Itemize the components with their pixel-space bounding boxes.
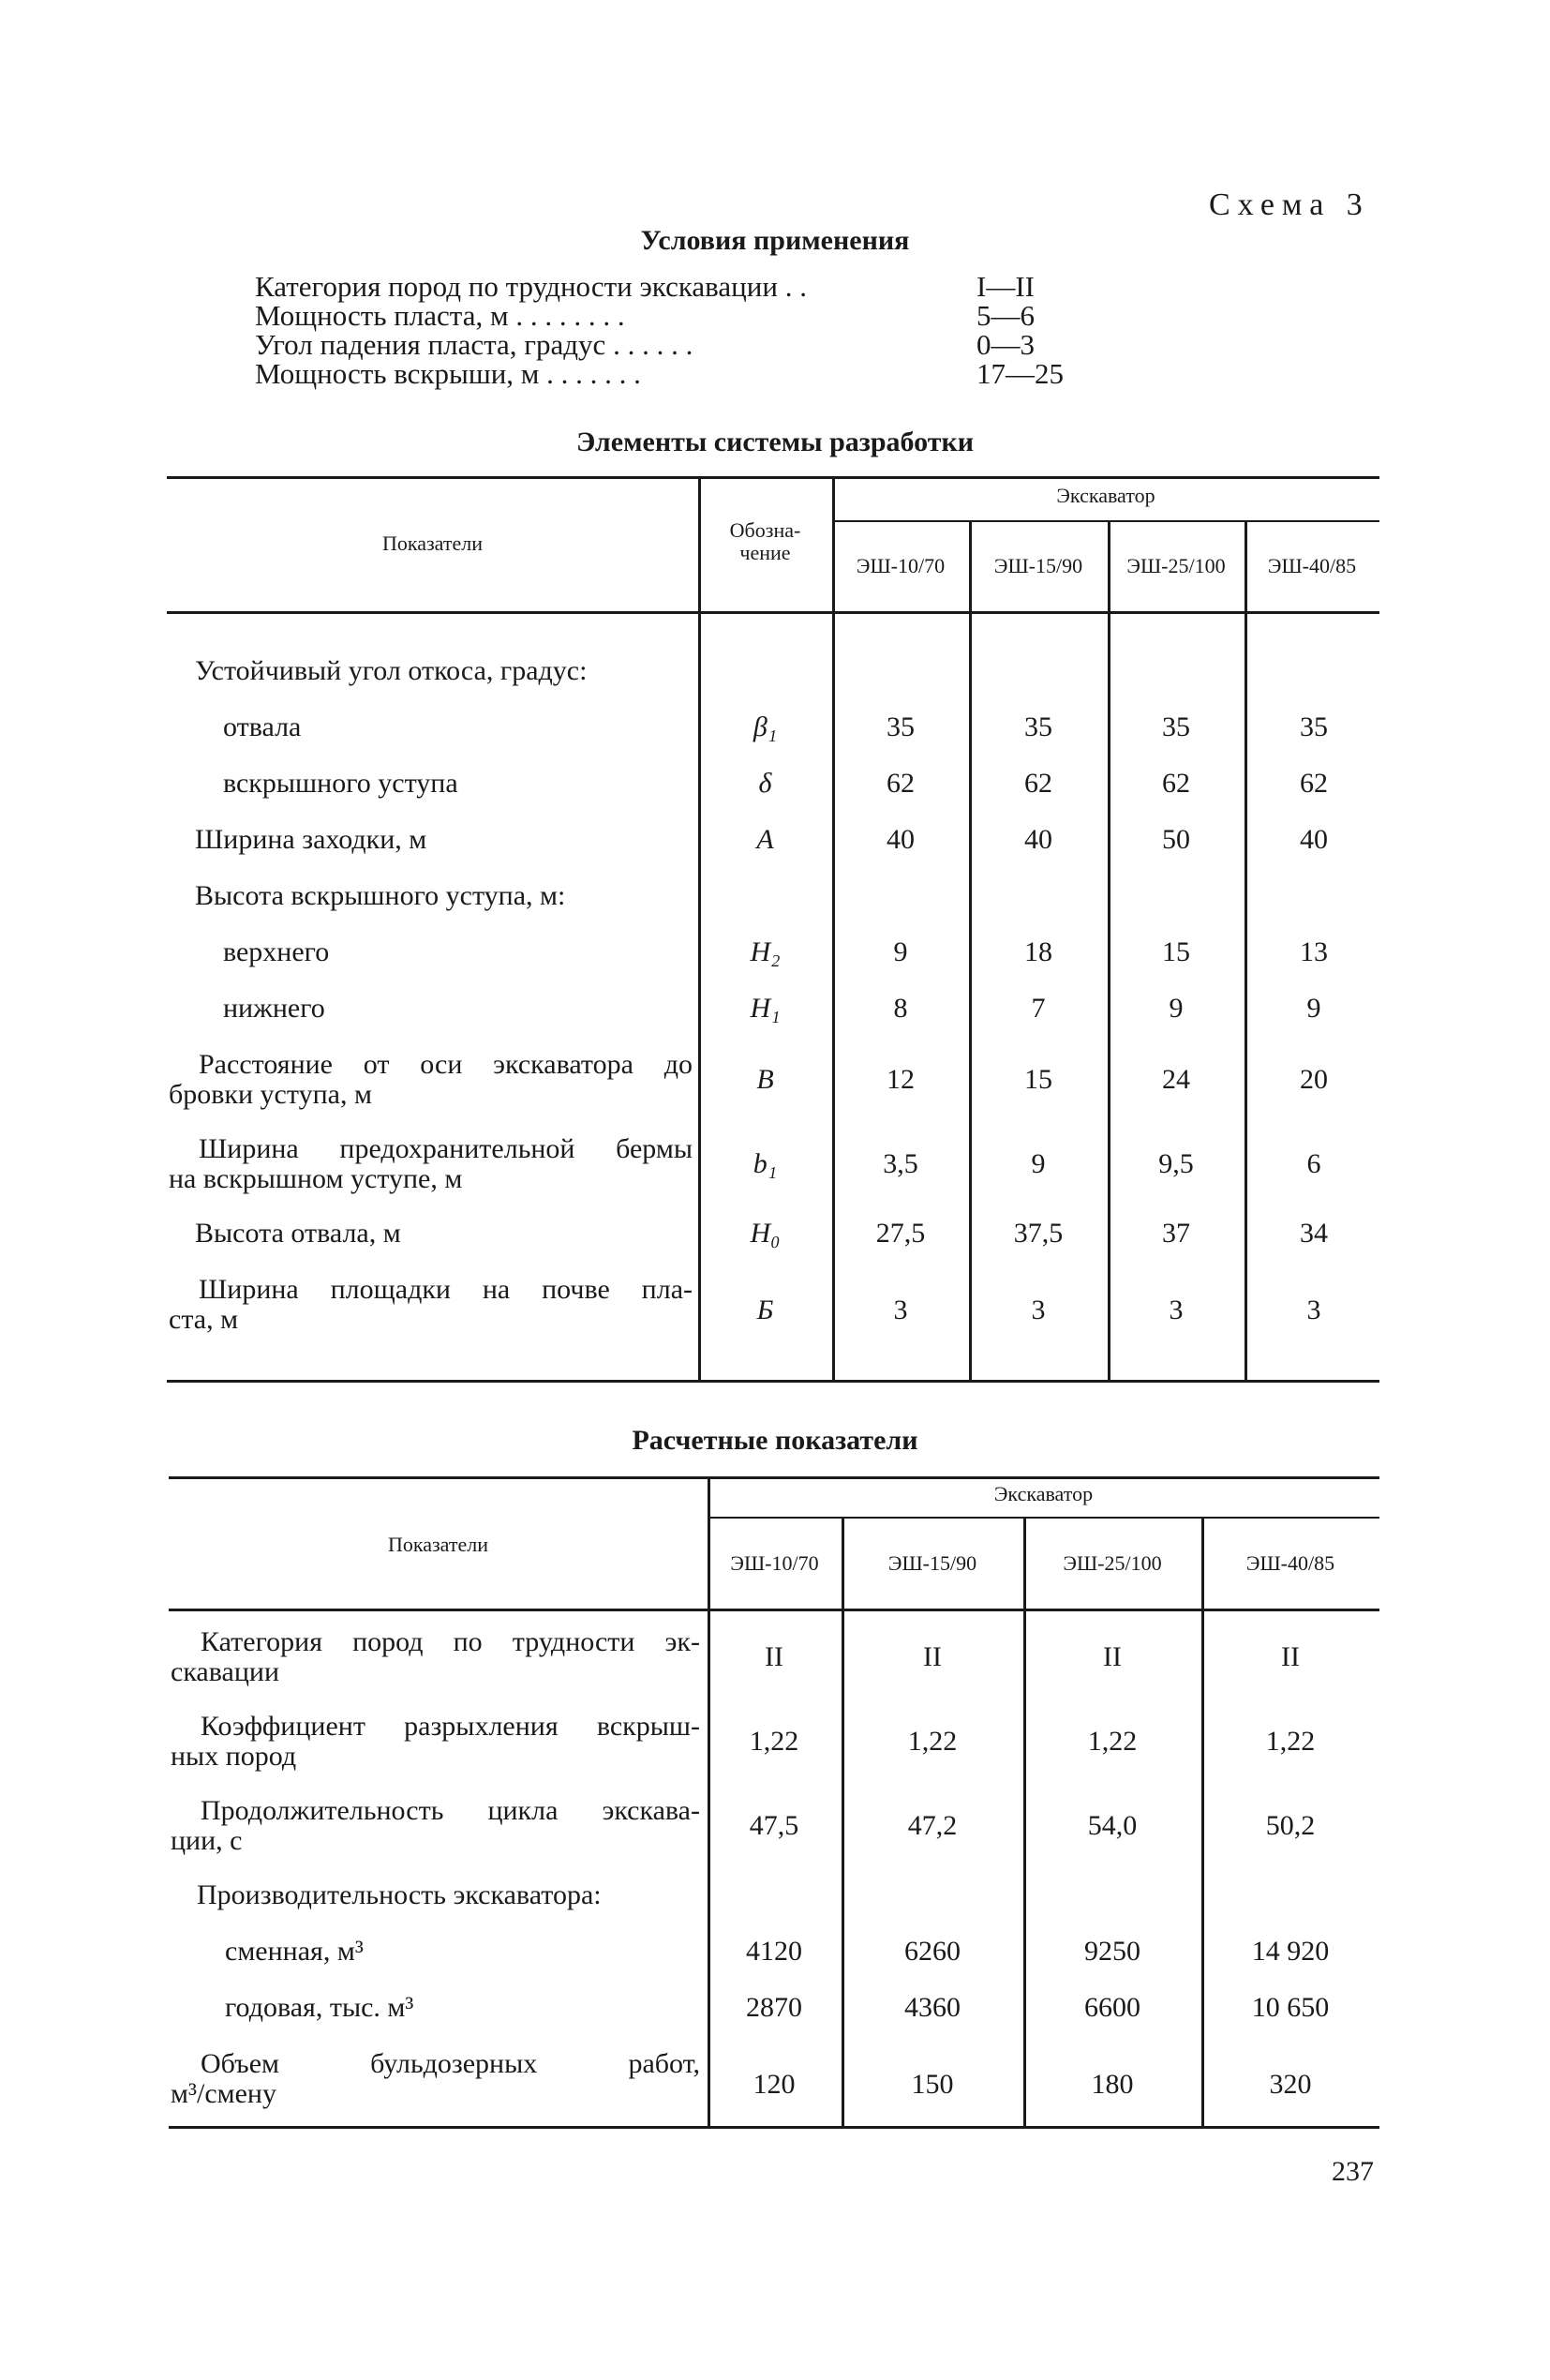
row-label: Устойчивый угол откоса, градус: <box>195 655 588 686</box>
condition-label: Категория пород по трудности экскавации . . <box>255 270 807 303</box>
row-value: 12 <box>887 1064 915 1095</box>
elements-title: Элементы системы разработки <box>575 427 975 457</box>
header-model: ЭШ-10/70 <box>856 554 946 577</box>
row-value: 40 <box>887 824 915 855</box>
row-value: 54,0 <box>1087 1810 1138 1841</box>
row-value: 62 <box>887 768 915 799</box>
header-model: ЭШ-15/90 <box>887 1551 977 1575</box>
row-value: 3 <box>1169 1295 1184 1325</box>
row-value: 9 <box>1031 1148 1046 1179</box>
row-value: 1,22 <box>749 1726 799 1757</box>
row-value: 9 <box>893 936 908 967</box>
row-value: 8 <box>893 993 908 1024</box>
header-rule-bottom <box>169 1609 1379 1611</box>
row-value: 50 <box>1162 824 1190 855</box>
row-value: 15 <box>1024 1064 1052 1095</box>
header-model: ЭШ-40/85 <box>1245 1551 1335 1575</box>
row-label: Высота отвала, м <box>195 1218 401 1249</box>
row-value: 37 <box>1162 1218 1190 1249</box>
header-subrule <box>832 520 1379 522</box>
page-number: 237 <box>1332 2156 1374 2187</box>
row-value: 15 <box>1162 936 1190 967</box>
condition-row <box>255 301 1080 330</box>
condition-row <box>255 330 1080 359</box>
row-value: 27,5 <box>875 1218 926 1249</box>
row-value: 180 <box>1091 2069 1134 2100</box>
row-value: 3 <box>1306 1295 1321 1325</box>
calculated-title: Расчетные показатели <box>632 1425 918 1456</box>
condition-value: 0—3 <box>976 328 1035 361</box>
row-value: II <box>1281 1641 1300 1672</box>
row-value: 9 <box>1306 993 1321 1024</box>
row-label: Ширина площадки на почве пла- ста, м <box>169 1274 693 1335</box>
row-symbol: Б <box>756 1295 774 1325</box>
condition-label: Угол падения пласта, градус . . . . . . <box>255 328 693 361</box>
header-designation: Обозна- чение <box>729 518 801 564</box>
col-divider <box>969 520 972 1380</box>
row-value: 1,22 <box>1087 1726 1138 1757</box>
row-value: 40 <box>1300 824 1328 855</box>
row-symbol: H₁ <box>750 993 781 1024</box>
conditions-list <box>255 272 1080 388</box>
table-rule-top <box>167 476 1379 479</box>
row-label: нижнего <box>223 993 325 1024</box>
condition-value: I—II <box>976 270 1035 303</box>
row-value: II <box>923 1641 942 1672</box>
row-value: 4360 <box>904 1992 961 2023</box>
row-symbol: H₂ <box>750 936 781 967</box>
row-label: Коэффициент разрыхления вскрыш- ных пород <box>171 1711 700 1772</box>
row-label: Объем бульдозерных работ, м³/смену <box>171 2048 700 2109</box>
row-value: 50,2 <box>1265 1810 1316 1841</box>
row-label: годовая, тыс. м³ <box>225 1992 414 2023</box>
col-divider <box>1244 520 1247 1380</box>
row-label: Продолжительность цикла экскава- ции, с <box>171 1795 700 1856</box>
condition-value: 5—6 <box>976 299 1035 332</box>
row-value: 7 <box>1031 993 1046 1024</box>
row-value: 6 <box>1306 1148 1321 1179</box>
conditions-title: Условия применения <box>640 225 910 256</box>
header-model: ЭШ-10/70 <box>730 1551 819 1575</box>
header-rule-bottom <box>167 611 1379 614</box>
row-value: II <box>1103 1641 1122 1672</box>
row-value: 62 <box>1162 768 1190 799</box>
row-label: вскрышного уступа <box>223 768 458 799</box>
row-value: 1,22 <box>1265 1726 1316 1757</box>
header-excavator: Экскаватор <box>993 1482 1094 1505</box>
condition-label: Мощность пласта, м . . . . . . . . <box>255 299 625 332</box>
header-model: ЭШ-25/100 <box>1126 554 1226 577</box>
row-label: Категория пород по трудности эк- скавации <box>171 1626 700 1687</box>
row-symbol: B <box>756 1064 774 1095</box>
row-value: 20 <box>1300 1064 1328 1095</box>
row-value: 150 <box>911 2069 954 2100</box>
table-rule-top <box>169 1476 1379 1479</box>
row-label: Ширина предохранительной бермы на вскрышном уступе, м <box>169 1133 693 1194</box>
header-model: ЭШ-15/90 <box>993 554 1083 577</box>
row-value: 4120 <box>746 1936 802 1967</box>
table-rule-bottom <box>169 2126 1379 2129</box>
row-value: 35 <box>1024 711 1052 742</box>
row-value: 24 <box>1162 1064 1190 1095</box>
scheme-label: Схема 3 <box>1209 187 1370 222</box>
condition-row <box>255 359 1080 388</box>
row-label: сменная, м³ <box>225 1936 364 1967</box>
header-subrule <box>708 1517 1379 1519</box>
row-value: 120 <box>753 2069 796 2100</box>
row-value: 2870 <box>746 1992 802 2023</box>
row-value: 9 <box>1169 993 1184 1024</box>
header-model: ЭШ-40/85 <box>1267 554 1357 577</box>
row-value: 10 650 <box>1251 1992 1330 2023</box>
row-value: 47,5 <box>749 1810 799 1841</box>
condition-value: 17—25 <box>976 357 1064 390</box>
header-model: ЭШ-25/100 <box>1063 1551 1162 1575</box>
row-value: 6600 <box>1084 1992 1140 2023</box>
row-label: Расстояние от оси экскаватора до бровки уступа, м <box>169 1049 693 1110</box>
row-value: 9250 <box>1084 1936 1140 1967</box>
header-excavator: Экскаватор <box>1056 484 1155 507</box>
row-label: Высота вскрышного уступа, м: <box>195 880 566 911</box>
row-value: 35 <box>887 711 915 742</box>
header-indicators: Показатели <box>387 1533 489 1556</box>
row-value: 13 <box>1300 936 1328 967</box>
row-symbol: A <box>756 824 774 855</box>
row-symbol: β₁ <box>753 711 778 742</box>
header-indicators: Показатели <box>381 531 484 555</box>
row-symbol: b₁ <box>753 1148 778 1179</box>
condition-row <box>255 272 1080 301</box>
row-value: 40 <box>1024 824 1052 855</box>
row-value: 320 <box>1269 2069 1312 2100</box>
row-value: 3,5 <box>883 1148 918 1179</box>
row-value: 6260 <box>904 1936 961 1967</box>
condition-label: Мощность вскрыши, м . . . . . . . <box>255 357 641 390</box>
row-value: 62 <box>1024 768 1052 799</box>
row-value: 3 <box>893 1295 908 1325</box>
col-divider <box>1023 1517 1026 2126</box>
col-divider <box>1201 1517 1204 2126</box>
row-value: 18 <box>1024 936 1052 967</box>
row-value: 35 <box>1300 711 1328 742</box>
row-value: 47,2 <box>907 1810 958 1841</box>
row-label: отвала <box>223 711 302 742</box>
row-value: 1,22 <box>907 1726 958 1757</box>
table-rule-bottom <box>167 1380 1379 1383</box>
row-value: 37,5 <box>1013 1218 1064 1249</box>
row-label: верхнего <box>223 936 330 967</box>
row-value: 9,5 <box>1158 1148 1194 1179</box>
row-label: Ширина заходки, м <box>195 824 427 855</box>
row-value: 3 <box>1031 1295 1046 1325</box>
row-symbol: δ <box>758 768 772 799</box>
row-value: 62 <box>1300 768 1328 799</box>
row-value: 34 <box>1300 1218 1328 1249</box>
row-value: 35 <box>1162 711 1190 742</box>
row-value: 14 920 <box>1251 1936 1330 1967</box>
row-value: II <box>765 1641 783 1672</box>
row-label: Производительность экскаватора: <box>197 1879 602 1910</box>
row-symbol: H₀ <box>750 1218 781 1249</box>
